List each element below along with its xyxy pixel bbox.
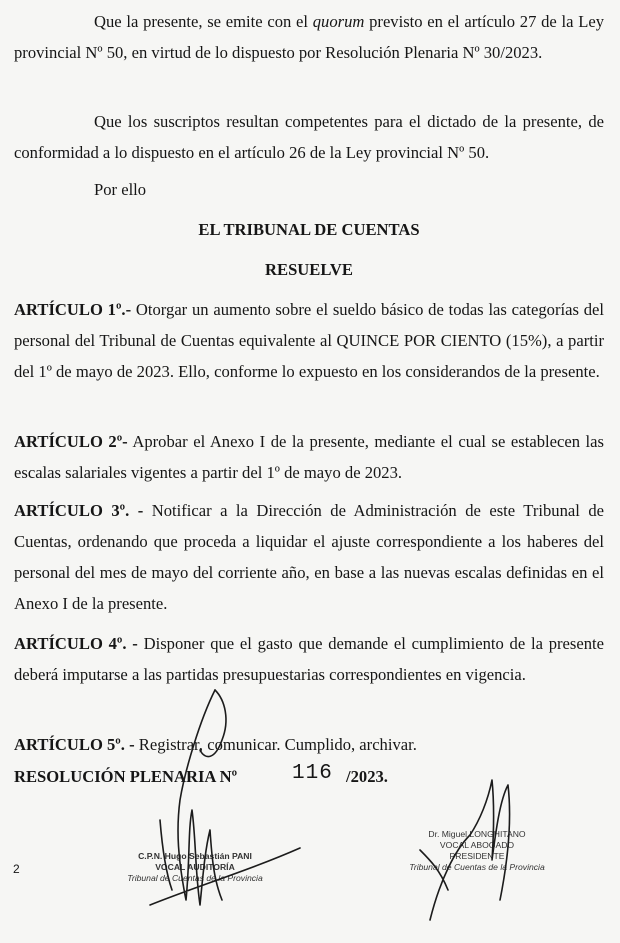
paragraph-por-ello: [14, 174, 604, 205]
resolution-year: /2023.: [346, 767, 388, 786]
resolution-number: 116: [292, 762, 333, 785]
stamp-left-role: VOCAL AUDITORÍA: [155, 862, 235, 872]
article-5-label: ARTÍCULO 5º. -: [14, 735, 135, 754]
stamp-right-org: Tribunal de Cuentas de la Provincia: [409, 862, 545, 872]
paragraph-quorum: [14, 6, 604, 68]
article-2-label: ARTÍCULO 2º-: [14, 432, 128, 451]
article-5: [14, 729, 604, 760]
stamp-right-role2: PRESIDENTE: [449, 851, 505, 861]
article-2: [14, 426, 604, 488]
stamp-right-role: VOCAL ABOGADO: [439, 840, 515, 850]
heading-resuelve: RESUELVE: [265, 260, 353, 279]
article-4-text: Disponer que el gasto que demande el cumplimiento de la presente deberá imputarse a las partidas presupuestarias correspondientes en vigencia.: [14, 634, 604, 684]
stamp-left-name: C.P.N. Hugo Sebastián PANI: [138, 851, 252, 861]
article-3: [14, 495, 604, 619]
por-ello-text: Por ello: [94, 180, 147, 199]
resolution-label: RESOLUCIÓN PLENARIA Nº: [14, 767, 238, 786]
article-1-label: ARTÍCULO 1º.-: [14, 300, 132, 319]
article-2-text: Aprobar el Anexo I de la presente, mediante el cual se establecen las escalas salariales vigentes a partir del 1º de mayo de 2023.: [14, 432, 604, 482]
paragraph-competentes: [14, 106, 604, 168]
article-1: [14, 294, 604, 387]
stamp-left: [110, 851, 280, 884]
article-3-label: ARTÍCULO 3º. -: [14, 501, 144, 520]
article-5-text: Registrar, comunicar. Cumplido, archivar.: [134, 735, 417, 754]
article-3-text: Notificar a la Dirección de Administración de este Tribunal de Cuentas, ordenando que proceda a liquidar el ajuste correspondiente a los haberes del personal del mes de mayo del corriente año, en base a las nuevas escalas definidas en el Anexo I de la presente.: [14, 501, 604, 613]
stamp-right-name: Dr. Miguel LONGHITANO: [428, 829, 526, 839]
quorum-italic: quorum: [312, 12, 365, 31]
paragraph-competentes-text: Que los suscriptos resultan competentes para el dictado de la presente, de conformidad a lo dispuesto en el artículo 26 de la Ley provincial Nº 50.: [14, 112, 604, 162]
paragraph-quorum-text-b: previsto en el artículo 27 de la Ley provincial Nº 50, en virtud de lo dispuesto por Resolución Plenaria Nº 30/2023.: [14, 12, 604, 62]
article-4: [14, 628, 604, 690]
article-1-text: Otorgar un aumento sobre el sueldo básico de todas las categorías del personal del Tribunal de Cuentas equivalente al QUINCE POR CIENTO (15%), a partir del 1º de mayo de 2023. Ello, conforme lo expuesto en los considerandos de la presente.: [14, 300, 605, 381]
stamp-left-org: Tribunal de Cuentas de la Provincia: [127, 873, 263, 883]
paragraph-quorum-text-a: Que la presente, se emite con el: [94, 12, 313, 31]
stamp-right: [392, 829, 562, 873]
page-number: 2: [13, 862, 20, 876]
heading-tribunal: EL TRIBUNAL DE CUENTAS: [198, 220, 420, 239]
article-4-label: ARTÍCULO 4º. -: [14, 634, 138, 653]
